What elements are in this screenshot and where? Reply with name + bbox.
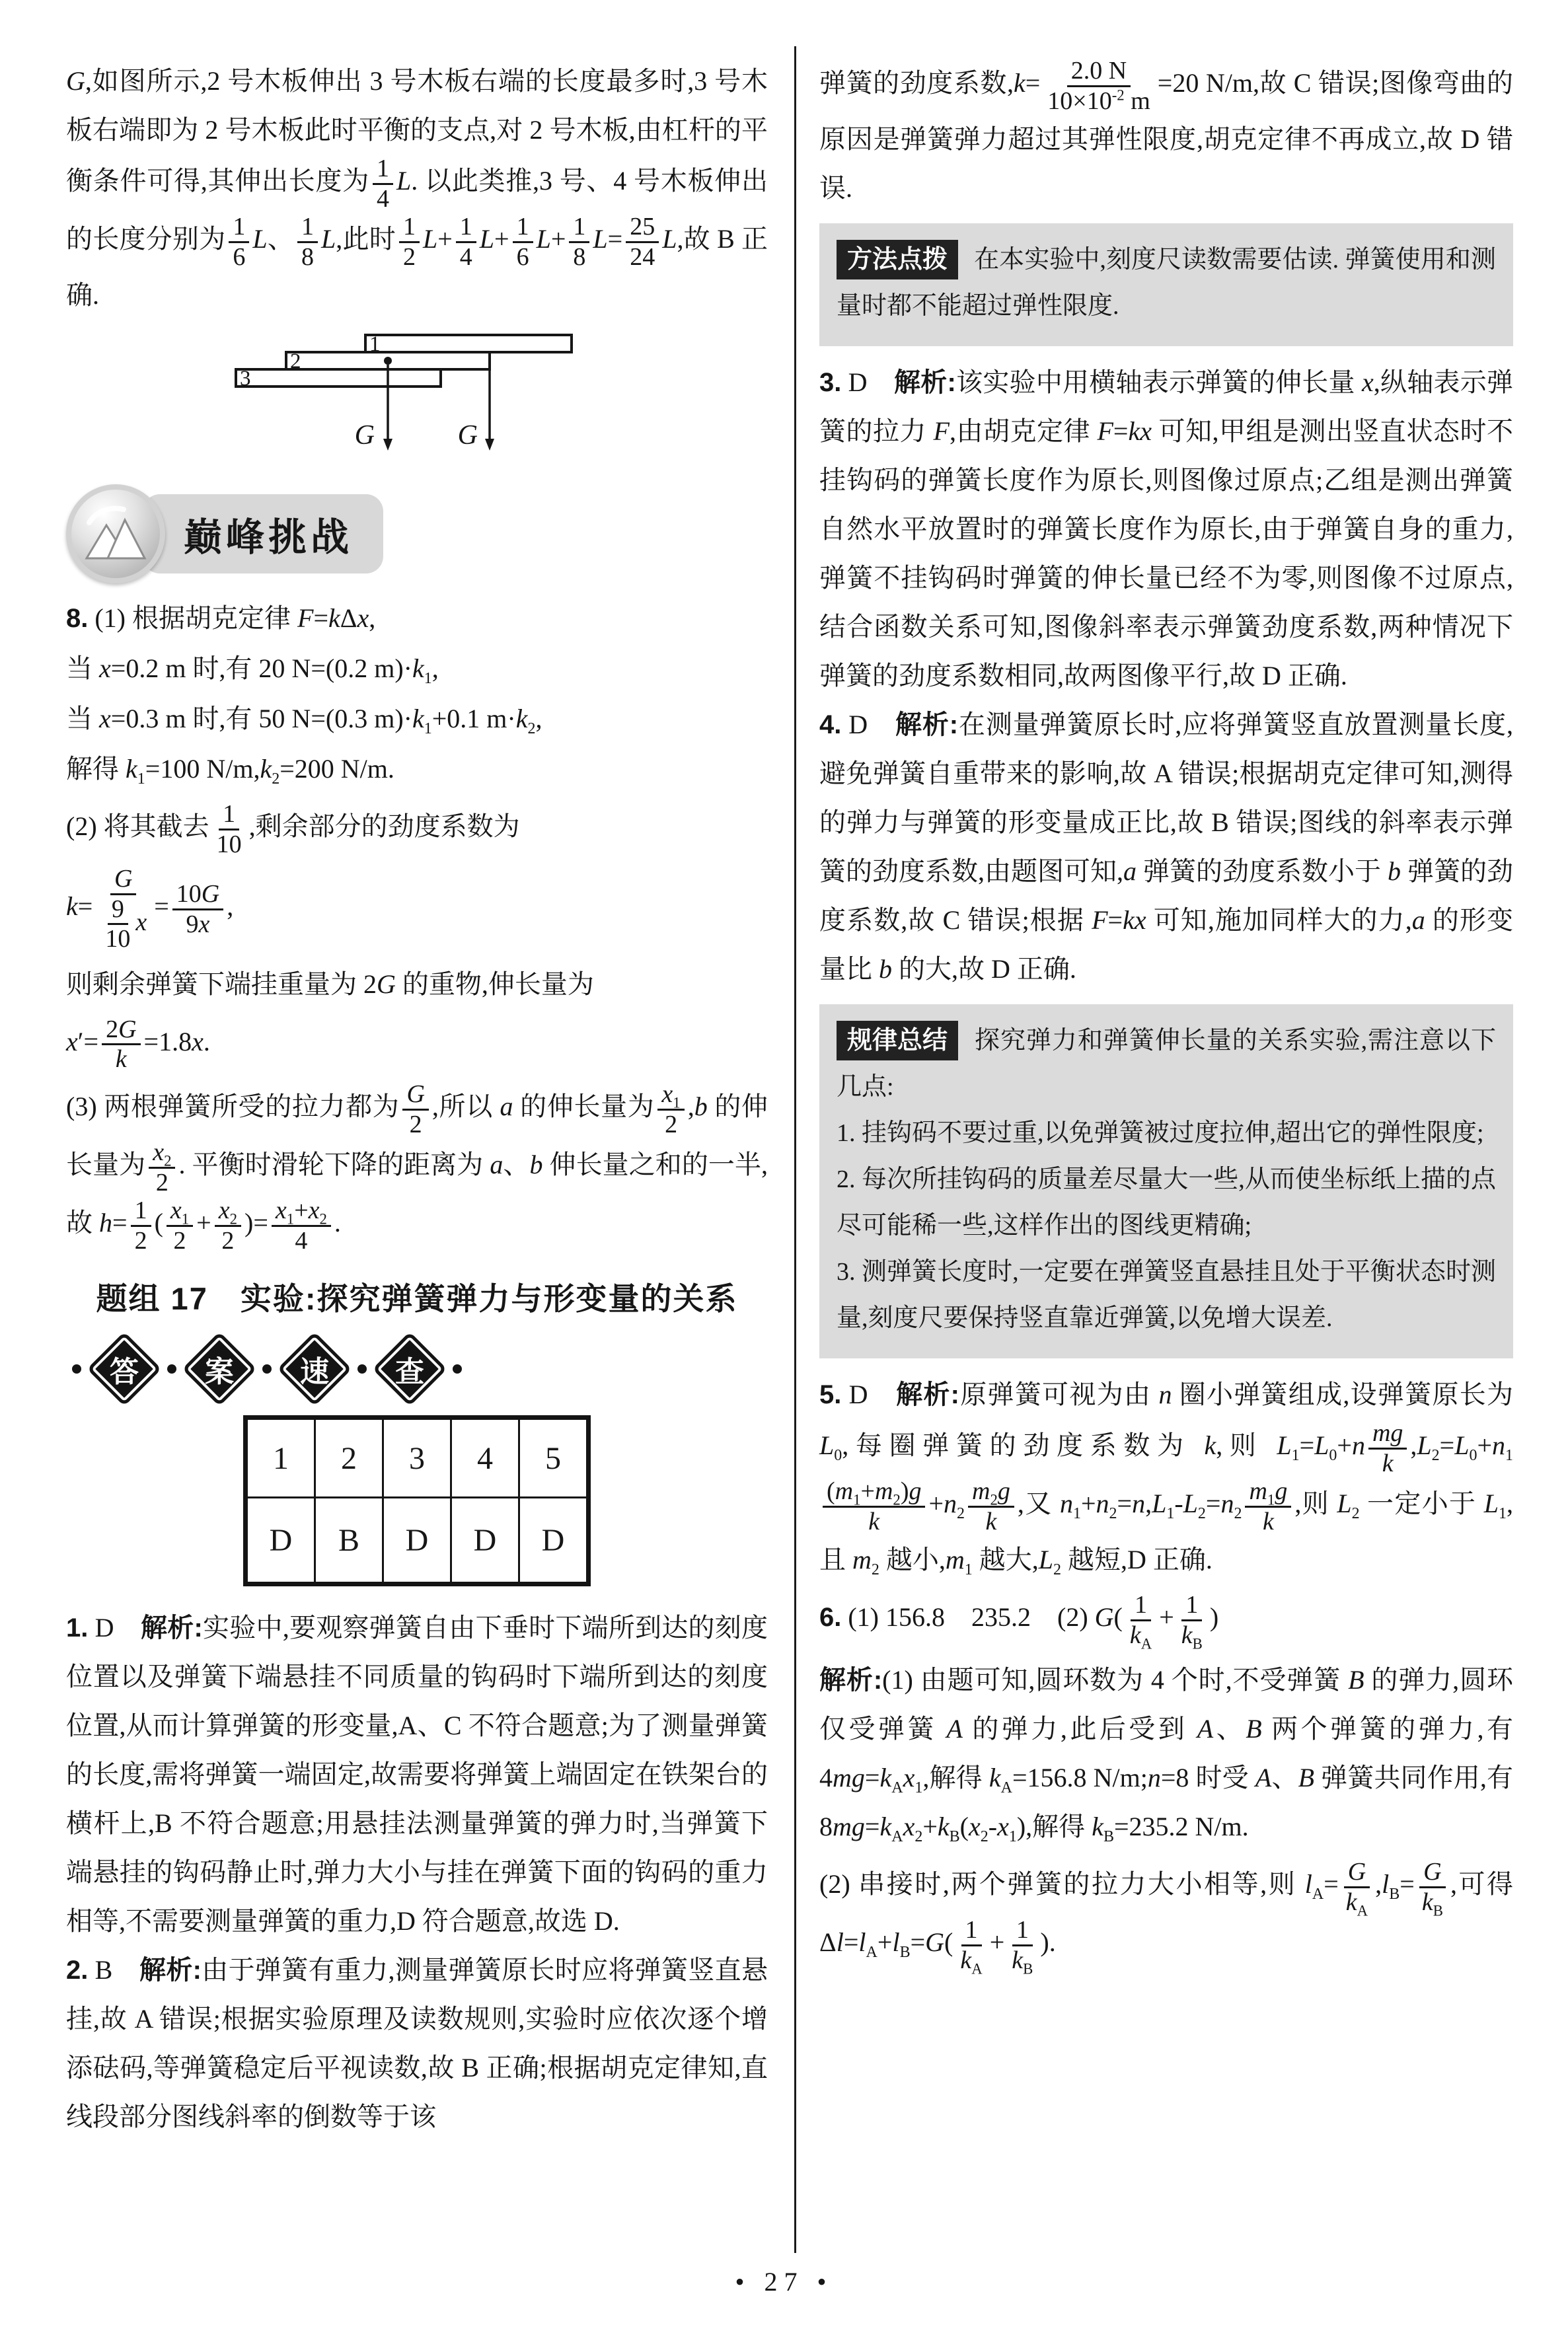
badge-diamond [182, 1332, 256, 1406]
table-cell: 3 [383, 1418, 451, 1498]
badge-char: 查 [395, 1356, 424, 1389]
table-header-row [246, 1418, 589, 1498]
mountain-icon [66, 484, 165, 583]
separator-dot [262, 1364, 272, 1374]
table-cell: D [383, 1498, 451, 1584]
peak-challenge-badge [66, 484, 768, 583]
board-1-label: 1 [369, 333, 381, 357]
challenge-banner-label: 巅峰挑战 [143, 494, 383, 573]
solution-item-2: 2. B 解析:由于弹簧有重力,测量弹簧原长时应将弹簧竖直悬挂,故 A 错误;根据实验原理及读数规则,实验时应依次逐个增添砝码,等弹簧稳定后平视读数,故 B 正确;根据胡克定律知,直线段部分图线斜率的倒数等于该 [66, 1955, 768, 2132]
weight-arrow-2-head [485, 439, 494, 451]
right-column [819, 57, 1513, 1975]
solution-continuation-paragraph: 弹簧的劲度系数,k= $\frac{2.0 N}{10\times 10^{-2} m}$ =20 N/m,故 C 错误;图像弯曲的原因是弹簧弹力超过其弹性限度,胡克定律不再成立,故 D 错误. [819, 57, 1514, 203]
solution-item-6-answer: 6. (1) 156.8 235.2 (2) G( $\frac{1}{k_A}$ + $\frac{1}{k_B}$ ) [819, 1591, 1219, 1652]
solution-item-5: 5. D 解析:原弹簧可视为由 n 圈小弹簧组成,设弹簧原长为 $L_0$,每圈弹簧的劲度系数为 k,则 $L_1=L_0+n$ $\frac{mg}{k}$ $,L_2=L_0+n_1$ $\frac{(m_1+m_2)g}{k}$ $+n_2$ $\frac{m_2g}{k}$ ,又 $n_1+n_2=n,L_1-L_2=n_2$ $\frac{m_1g}{k}$ ,则 $L_2$ 一定小于 $L_1$,且 $m_2$ 越小$,m_1$ 越大$,L_2$ 越短,D 正确. [819, 1380, 1514, 1579]
solution-item-1: 1. D 解析:实验中,要观察弹簧自由下垂时下端所到达的刻度位置以及弹簧下端悬挂不同质量的钩码时下端所到达的刻度位置,从而计算弹簧的形变量,A、C 不符合题意;为了测量弹簧的长度,需将弹簧一端固定,故需要将弹簧上端固定在铁架台的横杆上,B 不符合题意;用悬挂法测量弹簧的弹力时,当弹簧下端悬挂的钩码静止时,弹力大小与挂在弹簧下面的钩码的重力相等,不需要测量弹簧的重力,D 符合题意,故选 D. [66, 1613, 768, 1937]
method-tip-text: 在本实验中,刻度尺读数需要估读. 弹簧使用和测量时都不能超过弹性限度. [837, 246, 1496, 320]
solution-item-3: 3. D 解析:该实验中用横轴表示弹簧的伸长量 x,纵轴表示弹簧的拉力 F,由胡克定律 F=kx 可知,甲组是测出竖直状态时不挂钩码的弹簧长度作为原长,则图像过原点;乙组是测出弹簧自然水平放置时的弹簧长度作为原长,由于弹簧自身的重力,弹簧不挂钩码时弹簧的伸长量已经不为零,则图像不过原点,结合函数关系可知,图像斜率表示弹簧劲度系数,两种情况下弹簧的劲度系数相同,故两图像平行,故 D 正确. [819, 367, 1514, 691]
column-divider [794, 46, 796, 2253]
badge-diamond [87, 1332, 161, 1406]
solution-line: 则剩余弹簧下端挂重量为 2G 的重物,伸长量为 [66, 969, 594, 999]
rule-summary-text: 探究弹力和弹簧伸长量的关系实验,需注意以下几点: [837, 1027, 1496, 1101]
table-cell: B [315, 1498, 383, 1584]
solution-formula: k= G $\frac{9}{10}$ x = $\frac{10G}{9x}$ , [66, 865, 234, 953]
badge-char: 案 [205, 1356, 234, 1389]
rule-summary-point-2: 2. 每次所挂钩码的质量差尽量大一些,从而使坐标纸上描的点尽可能稀一些,这样作出的图线更精确; [837, 1165, 1496, 1240]
badge-diamond [278, 1332, 352, 1406]
weight-label-2: G [457, 420, 478, 451]
table-cell: D [451, 1498, 519, 1584]
table-cell: 5 [519, 1418, 589, 1498]
solution-item-6-analysis-1: 解析:(1) 由题可知,圆环数为 4 个时,不受弹簧 B 的弹力,圆环仅受弹簧 A 的弹力,此后受到 A、B 两个弹簧的弹力,有 $4mg=k_Ax_1$,解得 $k_A=156.8$ N/m;n=8 时受 A、B 弹簧共同作用,有 $8mg=k_Ax_2+k_B(x_2-x_1)$,解得 $k_B=235.2$ N/m. [819, 1665, 1514, 1846]
separator-dot [167, 1364, 176, 1374]
answer-table [243, 1415, 591, 1586]
separator-dot [453, 1364, 462, 1374]
badge-char: 答 [110, 1356, 139, 1389]
solution-item-4: 4. D 解析:在测量弹簧原长时,应将弹簧竖直放置测量长度,避免弹簧自重带来的影响,故 A 错误;根据胡克定律可知,测得的弹力与弹簧的形变量成正比,故 B 错误;图线的斜率表示弹簧的劲度系数,由题图可知,a 弹簧的劲度系数小于 b 弹簧的劲度系数,故 C 错误;根据 F=kx 可知,施加同样大的力,a 的形变量比 b 的大,故 D 正确. [819, 710, 1514, 984]
method-tip-box [819, 223, 1513, 346]
solution-continuation-paragraph: G,如图所示,2 号木板伸出 3 号木板右端的长度最多时,3 号木板右端即为 2 号木板此时平衡的支点,对 2 号木板,由杠杆的平衡条件可得,其伸出长度为 $\frac{1}{4}$ L. 以此类推,3 号、4 号木板伸出的长度分别为 $\frac{1}{6}$ L、 $\frac{1}{8}$ L,此时 $\frac{1}{2}$ L+ $\frac{1}{4}$ L+ $\frac{1}{6}$ L+ $\frac{1}{8}$ L= $\frac{25}{24}$ L,故 B 正确. [66, 66, 768, 311]
solution-line: (2) 将其截去 $\frac{1}{10}$ ,剩余部分的劲度系数为 [66, 800, 520, 858]
weight-label-1: G [354, 420, 375, 451]
table-answer-row [246, 1498, 589, 1584]
weight-arrow-1-head [383, 439, 392, 451]
section-header: 题组 17 实验:探究弹簧弹力与形变量的关系 [96, 1281, 738, 1317]
rule-summary-label: 规律总结 [837, 1021, 958, 1060]
badge-diamond [373, 1332, 447, 1406]
table-cell: 2 [315, 1418, 383, 1498]
table-cell: D [246, 1498, 315, 1584]
left-column [66, 57, 768, 2141]
solution-paragraph: (3) 两根弹簧所受的拉力都为 $\frac{G}{2}$ ,所以 a 的伸长量为 $\frac{x_1}{2}$ ,b 的伸长量为 $\frac{x_2}{2}$ . 平衡时滑轮下降的距离为 a、b 伸长量之和的一半,故 h= $\frac{1}{2}$ ( $\frac{x_1}{2}$ + $\frac{x_2}{2}$ )= $\frac{x_1+x_2}{4}$ . [66, 1080, 768, 1255]
rule-summary-point-3: 3. 测弹簧长度时,一定要在弹簧竖直悬挂且处于平衡状态时测量,刻度尺要保持竖直靠近弹簧,以免增大误差. [837, 1258, 1496, 1333]
board-3-label: 3 [240, 367, 251, 391]
rule-summary-point-1: 1. 挂钩码不要过重,以免弹簧被过度拉伸,超出它的弹性限度; [837, 1119, 1484, 1148]
rule-summary-intro [837, 1017, 1496, 1110]
page-number: • 27 • [735, 2267, 833, 2297]
solution-formula: x′= $\frac{2G}{k}$ =1.8x. [66, 1015, 210, 1074]
table-cell: 1 [246, 1418, 315, 1498]
table-cell: 4 [451, 1418, 519, 1498]
badge-char: 速 [300, 1356, 329, 1389]
rule-summary-box [819, 1004, 1513, 1358]
method-tip-label: 方法点拨 [837, 240, 958, 279]
problem-8-solution [66, 594, 768, 1255]
boards-lever-figure [235, 333, 768, 467]
solution-item-6-analysis-2: (2) 串接时,两个弹簧的拉力大小相等,则 $l_A=$ $\frac{G}{k_A}$ $,l_B=$ $\frac{G}{k_B}$ ,可得 $\Delta l=l_A+l_B=G$( $\frac{1}{k_A}$ + $\frac{1}{k_B}$ ). [819, 1858, 1514, 1977]
board-3-rect [236, 369, 441, 387]
solution-line: 8. (1) 根据胡克定律 F=kΔx, [66, 603, 376, 634]
separator-dot [72, 1364, 81, 1374]
center-of-gravity-dot [384, 357, 392, 365]
solution-line: 解得 $k_1=100$ $N/m,k_2=200$ N/m. [66, 754, 394, 788]
boards-diagram-svg [235, 333, 578, 464]
solution-line: 当 x=0.2 m 时,有 20 N=(0.2 $m)\cdot k_1$, [66, 653, 439, 688]
board-2-label: 2 [290, 350, 301, 374]
board-1-rect [365, 335, 572, 352]
separator-dot [357, 1364, 367, 1374]
solution-line: 当 x=0.3 m 时,有 50 N=(0.3 $m)\cdot k_1+0.1$ $m\cdot k_2$, [66, 704, 542, 738]
answer-quick-check-badge [66, 1332, 768, 1406]
table-cell: D [519, 1498, 589, 1584]
